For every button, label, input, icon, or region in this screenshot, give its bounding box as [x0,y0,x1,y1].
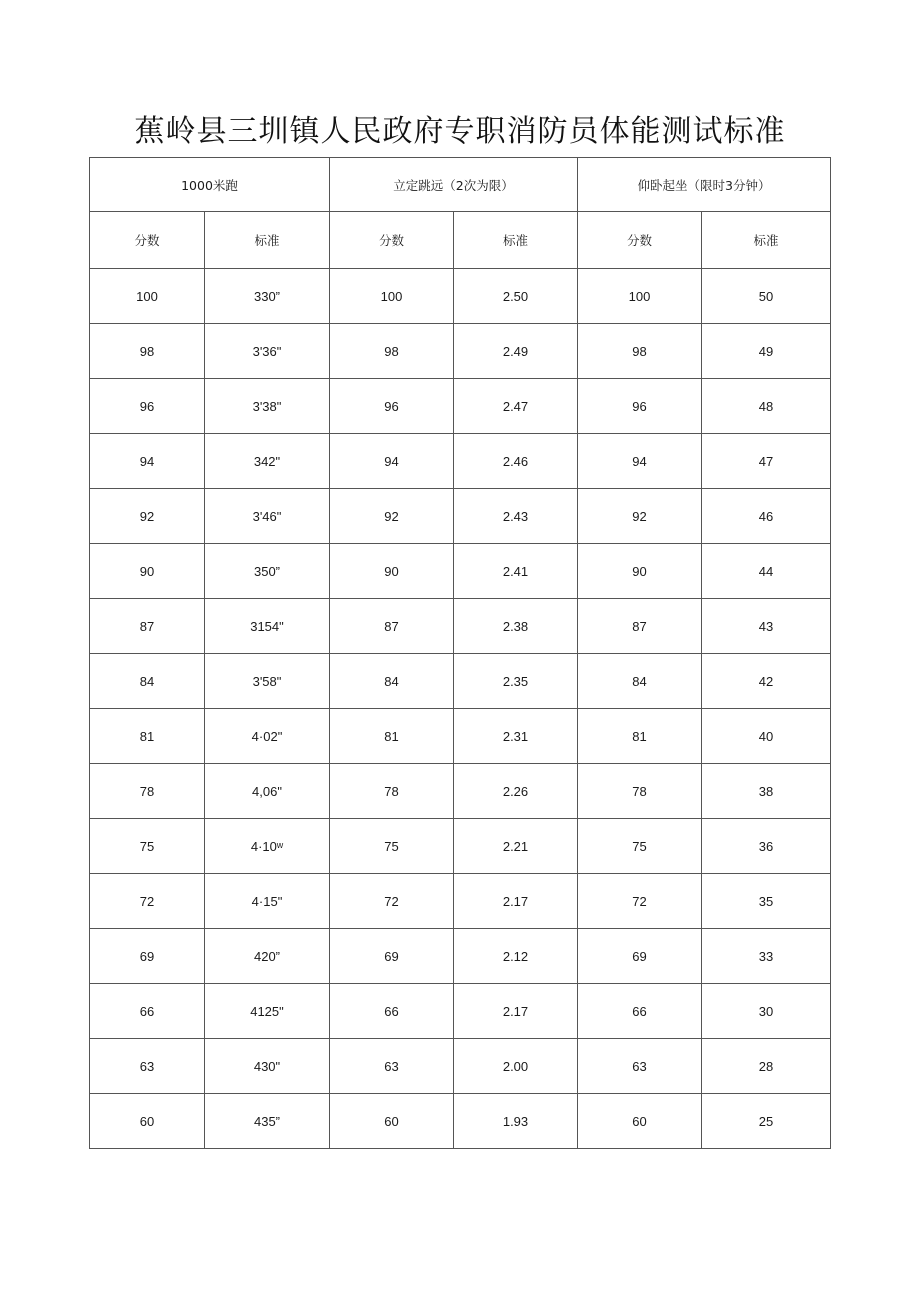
situp-standard-cell: 35 [702,874,831,929]
situp-score-cell: 69 [578,929,702,984]
run-standard-cell: 420” [205,929,330,984]
run-standard-header: 标准 [205,212,330,269]
run-score-cell: 92 [90,489,205,544]
run-standard-cell: 330” [205,269,330,324]
jump-score-cell: 81 [330,709,454,764]
jump-score-header: 分数 [330,212,454,269]
situp-standard-cell: 36 [702,819,831,874]
situp-score-cell: 63 [578,1039,702,1094]
table-row [90,1094,831,1149]
table-row [90,654,831,709]
run-score-cell: 98 [90,324,205,379]
table-row [90,1039,831,1094]
group-header-row [90,158,831,212]
page-title: 蕉岭县三圳镇人民政府专职消防员体能测试标准 [134,114,786,149]
run-score-cell: 81 [90,709,205,764]
run-standard-cell: 3'58" [205,654,330,709]
situp-standard-cell: 38 [702,764,831,819]
run-standard-cell: 4·02" [205,709,330,764]
jump-standard-cell: 2.35 [454,654,578,709]
jump-score-cell: 92 [330,489,454,544]
situp-score-cell: 81 [578,709,702,764]
jump-score-cell: 78 [330,764,454,819]
situp-standard-cell: 28 [702,1039,831,1094]
table-row [90,819,831,874]
run-score-header: 分数 [90,212,205,269]
situp-score-cell: 60 [578,1094,702,1149]
run-standard-cell: 3'36" [205,324,330,379]
jump-score-cell: 63 [330,1039,454,1094]
run-standard-cell: 342" [205,434,330,489]
situp-score-cell: 96 [578,379,702,434]
run-standard-cell: 3154" [205,599,330,654]
situp-standard-cell: 33 [702,929,831,984]
table-row [90,874,831,929]
run-score-cell: 94 [90,434,205,489]
jump-score-cell: 98 [330,324,454,379]
situp-score-cell: 84 [578,654,702,709]
jump-standard-cell: 2.31 [454,709,578,764]
situp-standard-cell: 50 [702,269,831,324]
situp-standard-cell: 25 [702,1094,831,1149]
jump-standard-cell: 2.43 [454,489,578,544]
table-row [90,984,831,1039]
run-standard-cell: 4·10ʷ [205,819,330,874]
jump-standard-cell: 2.12 [454,929,578,984]
run-score-cell: 63 [90,1039,205,1094]
jump-score-cell: 94 [330,434,454,489]
table-row [90,599,831,654]
jump-standard-cell: 2.49 [454,324,578,379]
jump-standard-header: 标准 [454,212,578,269]
situp-score-cell: 92 [578,489,702,544]
jump-score-cell: 69 [330,929,454,984]
run-score-cell: 100 [90,269,205,324]
situp-score-cell: 100 [578,269,702,324]
table-row [90,489,831,544]
run-standard-cell: 3'46" [205,489,330,544]
situp-score-cell: 98 [578,324,702,379]
sub-header-row [90,212,831,269]
jump-standard-cell: 2.17 [454,984,578,1039]
run-standard-cell: 350” [205,544,330,599]
jump-standard-cell: 2.47 [454,379,578,434]
situp-score-cell: 66 [578,984,702,1039]
jump-score-cell: 84 [330,654,454,709]
run-score-cell: 72 [90,874,205,929]
run-score-cell: 75 [90,819,205,874]
situp-score-cell: 78 [578,764,702,819]
jump-standard-cell: 2.50 [454,269,578,324]
situp-score-cell: 90 [578,544,702,599]
jump-standard-cell: 2.00 [454,1039,578,1094]
jump-score-cell: 60 [330,1094,454,1149]
situp-standard-cell: 48 [702,379,831,434]
run-score-cell: 90 [90,544,205,599]
run-score-cell: 84 [90,654,205,709]
run-standard-cell: 4125" [205,984,330,1039]
situp-score-cell: 75 [578,819,702,874]
jump-standard-cell: 2.38 [454,599,578,654]
group-header-jump: 立定跳远（2次为限） [330,158,578,212]
jump-standard-cell: 2.17 [454,874,578,929]
jump-standard-cell: 1.93 [454,1094,578,1149]
situp-standard-cell: 44 [702,544,831,599]
jump-standard-cell: 2.26 [454,764,578,819]
jump-score-cell: 72 [330,874,454,929]
jump-score-cell: 90 [330,544,454,599]
table-row [90,709,831,764]
table-row [90,379,831,434]
run-score-cell: 96 [90,379,205,434]
situp-standard-cell: 49 [702,324,831,379]
run-standard-cell: 3'38" [205,379,330,434]
group-header-situp: 仰卧起坐（限时3分钟） [578,158,831,212]
fitness-standard-table [89,157,831,1149]
situp-score-cell: 94 [578,434,702,489]
run-score-cell: 69 [90,929,205,984]
run-standard-cell: 4·15" [205,874,330,929]
run-score-cell: 66 [90,984,205,1039]
jump-standard-cell: 2.46 [454,434,578,489]
jump-score-cell: 100 [330,269,454,324]
table-row [90,929,831,984]
situp-standard-header: 标准 [702,212,831,269]
table-row [90,764,831,819]
jump-score-cell: 87 [330,599,454,654]
jump-score-cell: 75 [330,819,454,874]
run-standard-cell: 4,06" [205,764,330,819]
table-row [90,324,831,379]
situp-standard-cell: 30 [702,984,831,1039]
jump-standard-cell: 2.21 [454,819,578,874]
situp-score-header: 分数 [578,212,702,269]
table-row [90,544,831,599]
situp-score-cell: 72 [578,874,702,929]
group-header-run: 1000米跑 [90,158,330,212]
run-standard-cell: 430" [205,1039,330,1094]
situp-standard-cell: 47 [702,434,831,489]
jump-score-cell: 96 [330,379,454,434]
situp-score-cell: 87 [578,599,702,654]
situp-standard-cell: 42 [702,654,831,709]
jump-standard-cell: 2.41 [454,544,578,599]
table-row [90,434,831,489]
table-row [90,269,831,324]
situp-standard-cell: 40 [702,709,831,764]
situp-standard-cell: 46 [702,489,831,544]
run-score-cell: 87 [90,599,205,654]
run-standard-cell: 435” [205,1094,330,1149]
run-score-cell: 60 [90,1094,205,1149]
jump-score-cell: 66 [330,984,454,1039]
situp-standard-cell: 43 [702,599,831,654]
run-score-cell: 78 [90,764,205,819]
